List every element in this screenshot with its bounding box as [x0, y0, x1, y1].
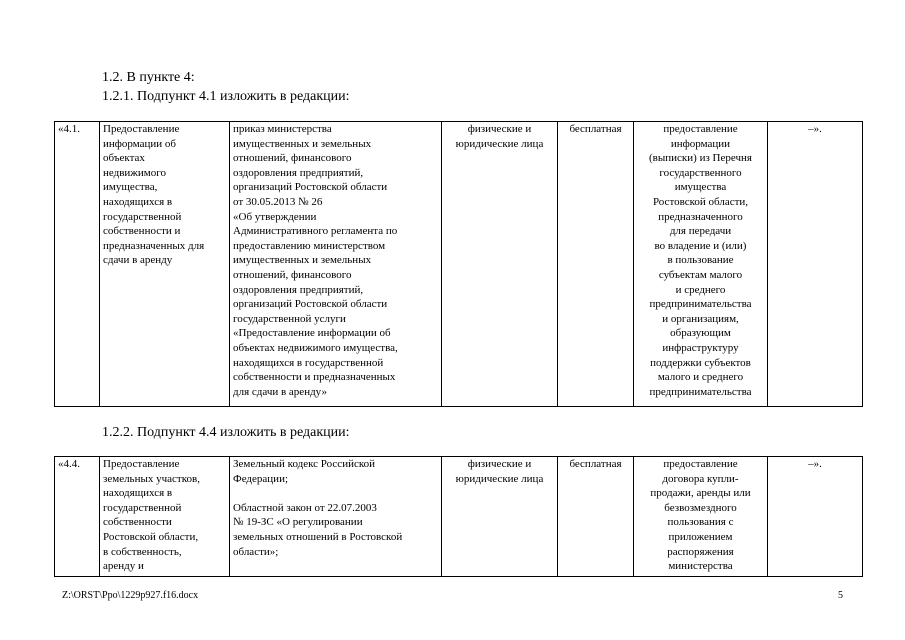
cell-text-line: предназначенных для: [103, 239, 205, 252]
cell-text-line: находящихся в государственной: [233, 356, 384, 369]
cell-text-line: отношений, финансового: [233, 268, 352, 281]
cell-text-line: «Об утверждении: [233, 210, 317, 223]
cell-text-line: организаций Ростовской области: [233, 181, 388, 194]
cell-text-line: области»;: [233, 545, 279, 558]
cell-text-line: отношений, финансового: [233, 152, 352, 165]
heading-1-2: 1.2. В пункте 4:: [102, 70, 195, 85]
cell-text-line: государственной: [103, 501, 182, 514]
table-4-1: [54, 121, 863, 407]
table-4-4: [54, 456, 863, 577]
cell-recipients: [442, 122, 558, 407]
heading-1-2-1: 1.2.1. Подпункт 4.1 изложить в редакции:: [102, 89, 350, 104]
cell-text-line: юридические лица: [455, 472, 544, 485]
cell-text-line: организаций Ростовской области: [233, 298, 388, 311]
cell-payment: бесплатная: [558, 122, 634, 407]
footer-page-number: 5: [838, 590, 843, 601]
cell-text-line: находящихся в: [103, 195, 173, 208]
cell-text-line: предназначенного: [658, 210, 743, 223]
cell-text-line: Земельный кодекс Российской: [233, 458, 376, 470]
cell-text-line: в собственность,: [103, 545, 182, 558]
cell-text-line: предпринимательства: [649, 298, 752, 311]
cell-text-line: государственного: [659, 166, 742, 179]
cell-text-line: аренду и: [103, 560, 144, 573]
cell-text-line: пользования с: [667, 516, 734, 529]
table-row: [55, 457, 863, 577]
cell-text-line: во владение и (или): [654, 239, 747, 252]
footer-file-path: Z:\ORST\Ppo\1229p927.f16.docx: [62, 590, 199, 601]
cell-text-line: физические и: [467, 123, 532, 135]
cell-legal-basis: [230, 122, 442, 407]
cell-text-line: Федерации;: [233, 472, 289, 485]
cell-text-line: договора купли-: [662, 472, 739, 485]
cell-text-line: собственности и предназначенных: [233, 371, 396, 384]
cell-text-line: сдачи в аренду: [103, 254, 173, 267]
cell-text-line: Областной закон от 22.07.2003: [233, 501, 377, 514]
cell-text-line: предоставление: [663, 458, 738, 470]
cell-text-line: приказ министерства: [233, 123, 332, 135]
cell-text-line: имущества: [674, 181, 727, 194]
cell-text-line: земельных участков,: [103, 472, 200, 485]
cell-text-line: имущественных и земельных: [233, 137, 372, 150]
cell-text-line: для передачи: [669, 225, 732, 238]
cell-number: «4.1.: [55, 122, 100, 407]
cell-text-line: «Предоставление информации об: [233, 327, 391, 340]
cell-text-line: от 30.05.2013 № 26: [233, 195, 323, 208]
cell-text-line: Предоставление: [103, 458, 180, 470]
cell-text-line: для сдачи в аренду»: [233, 385, 327, 398]
cell-text-line: распоряжения: [667, 545, 734, 558]
cell-text-line: [233, 486, 438, 501]
cell-text-line: безвозмездного: [664, 501, 737, 514]
cell-recipients: [442, 457, 558, 577]
cell-text-line: № 19-ЗС «О регулировании: [233, 516, 363, 529]
cell-text-line: продажи, аренды или: [650, 487, 751, 500]
cell-payment: бесплатная: [558, 457, 634, 577]
cell-text-line: собственности: [103, 516, 172, 529]
cell-end: –».: [768, 457, 863, 577]
table-row: [55, 122, 863, 407]
cell-text-line: Административного регламента по: [233, 225, 398, 238]
cell-text-line: недвижимого: [103, 166, 166, 179]
cell-text-line: (выписки) из Перечня: [649, 152, 752, 165]
cell-text-line: оздоровления предприятий,: [233, 166, 364, 179]
cell-text-line: предоставление: [663, 123, 738, 135]
cell-end: –».: [768, 122, 863, 407]
cell-text-line: государственной: [103, 210, 182, 223]
cell-number: «4.4.: [55, 457, 100, 577]
cell-text-line: Предоставление: [103, 123, 180, 135]
cell-text-line: государственной услуги: [233, 312, 346, 325]
cell-text-line: собственности и: [103, 225, 181, 238]
cell-text-line: и среднего: [675, 283, 726, 296]
cell-legal-basis: [230, 457, 442, 577]
cell-text-line: субъектам малого: [658, 268, 743, 281]
cell-text-line: и организациям,: [662, 312, 739, 325]
cell-text-line: объектах недвижимого имущества,: [233, 341, 398, 354]
cell-service-name: [100, 122, 230, 407]
cell-service-name: [100, 457, 230, 577]
cell-text-line: земельных отношений в Ростовской: [233, 530, 403, 543]
cell-text-line: физические и: [467, 458, 532, 470]
cell-text-line: юридические лица: [455, 137, 544, 150]
cell-text-line: образующим: [670, 327, 731, 340]
cell-result: [634, 122, 768, 407]
cell-text-line: в пользование: [667, 254, 734, 267]
heading-1-2-2: 1.2.2. Подпункт 4.4 изложить в редакции:: [102, 425, 350, 440]
cell-result: [634, 457, 768, 577]
cell-text-line: поддержки субъектов: [650, 356, 751, 369]
cell-text-line: малого и среднего: [657, 371, 744, 384]
cell-text-line: информации: [670, 137, 731, 150]
cell-text-line: предоставлению министерством: [233, 239, 386, 252]
cell-text-line: инфраструктуру: [662, 341, 739, 354]
cell-text-line: министерства: [668, 560, 733, 573]
cell-text-line: предпринимательства: [649, 385, 752, 398]
cell-text-line: находящихся в: [103, 487, 173, 500]
cell-text-line: имущества,: [103, 181, 158, 194]
cell-text-line: оздоровления предприятий,: [233, 283, 364, 296]
cell-text-line: Ростовской области,: [103, 530, 199, 543]
cell-text-line: Ростовской области,: [652, 195, 749, 208]
cell-text-line: информации об: [103, 137, 177, 150]
cell-text-line: приложением: [668, 530, 733, 543]
cell-text-line: объектах: [103, 152, 145, 165]
cell-text-line: имущественных и земельных: [233, 254, 372, 267]
